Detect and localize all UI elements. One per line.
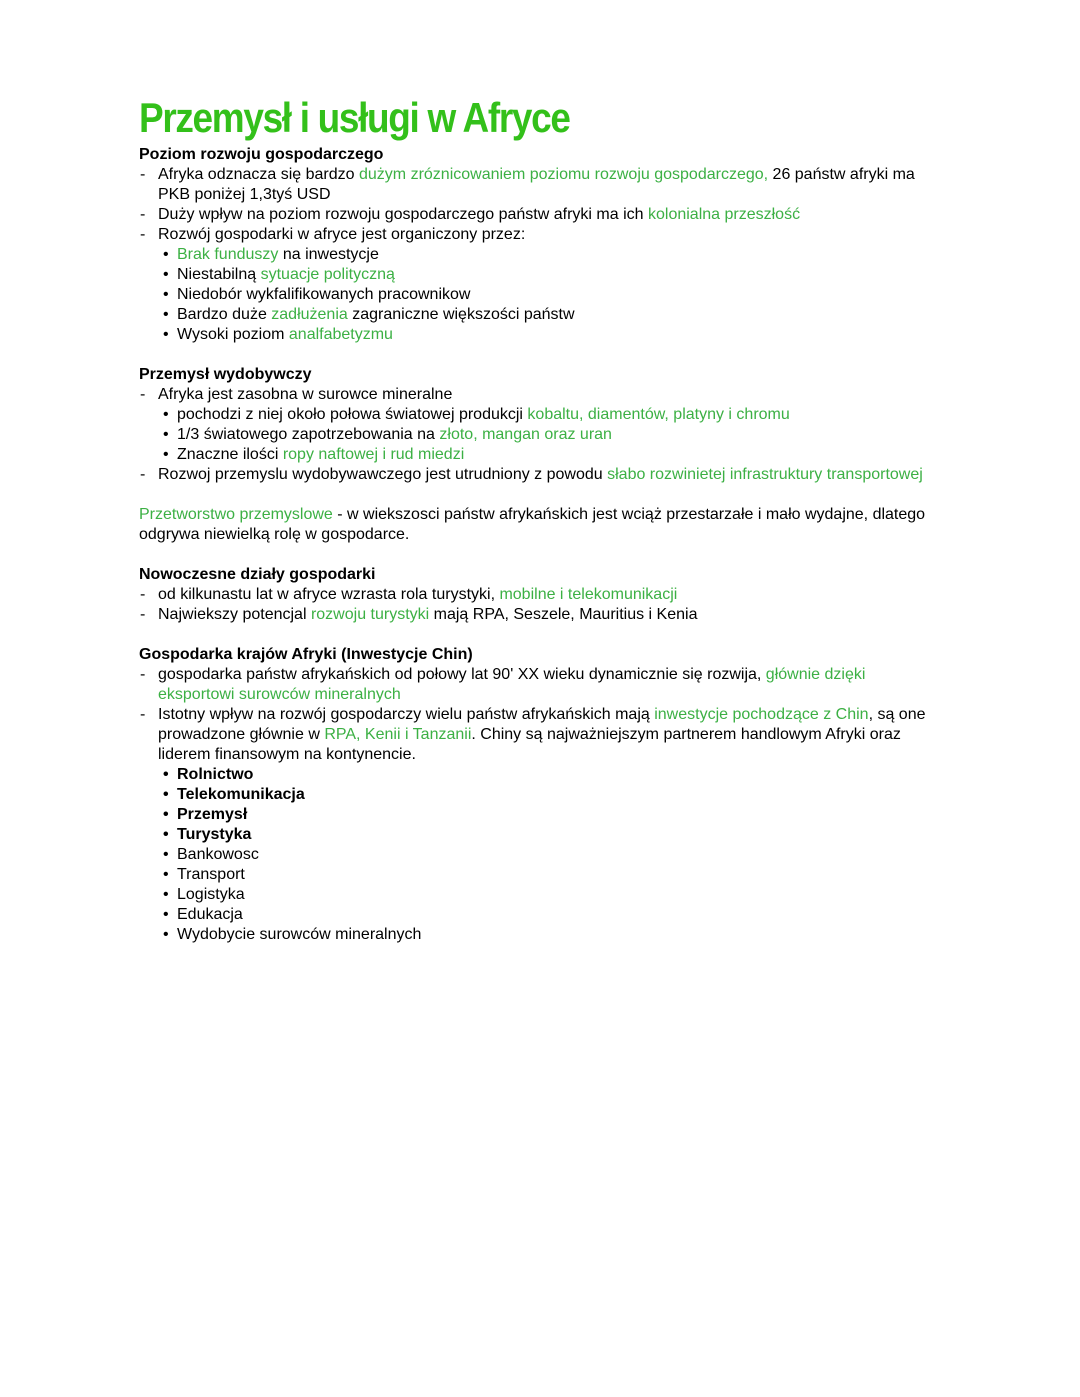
dash-marker: - [140, 206, 146, 223]
list-item: - gospodarka państw afrykańskich od połowy lat 90' XX wieku dynamicznie się rozwija, głównie dzięki eksportowi surowców mineralnych [140, 666, 866, 703]
bullet-marker: • [163, 886, 169, 903]
bullet-item: • 1/3 światowego zapotrzebowania na złoto, mangan oraz uran [163, 426, 612, 443]
page-title: Przemysł i usługi w Afryce [139, 94, 570, 141]
highlight: kobaltu, diamentów, platyny i chromu [527, 406, 790, 423]
list-item: - Afryka jest zasobna w surowce mineralne [140, 386, 453, 403]
dash-marker: - [140, 606, 146, 623]
dash-marker: - [140, 666, 146, 683]
highlight: dużym zróznicowaniem poziomu rozwoju gospodarczego, [359, 166, 769, 183]
list-item: - Najwiekszy potencjal rozwoju turystyki mają RPA, Seszele, Mauritius i Kenia [140, 606, 698, 623]
highlight: słabo rozwinietej infrastruktury transportowej [607, 466, 923, 483]
sector-item: • Rolnictwo [163, 766, 254, 783]
bullet-marker: • [163, 406, 169, 423]
bullet-marker: • [163, 246, 169, 263]
bullet-marker: • [163, 306, 169, 323]
list-item: - Rozwoj przemyslu wydobywawczego jest utrudniony z powodu słabo rozwinietej infrastruktury transportowej [140, 466, 923, 483]
bullet-marker: • [163, 926, 169, 943]
sector-item: • Edukacja [163, 906, 243, 923]
section-heading-china-investment: Gospodarka krajów Afryki (Inwestycje Chin) [139, 646, 473, 663]
highlight: analfabetyzmu [288, 326, 393, 343]
section-heading-development: Poziom rozwoju gospodarczego [139, 146, 384, 163]
dash-marker: - [140, 706, 146, 723]
highlight: sytuacje polityczną [260, 266, 395, 283]
bullet-marker: • [163, 326, 169, 343]
highlight: Przetworstwo przemyslowe [139, 506, 333, 523]
bullet-item: • Znaczne ilości ropy naftowej i rud miedzi [163, 446, 465, 463]
bullet-item: • Bardzo duże zadłużenia zagraniczne większości państw [163, 306, 575, 323]
sector-item: • Transport [163, 866, 245, 883]
bullet-item: • Niestabilną sytuacje polityczną [163, 266, 395, 283]
list-item: - od kilkunastu lat w afryce wzrasta rola turystyki, mobilne i telekomunikacji [140, 586, 678, 603]
section-heading-modern-sectors: Nowoczesne działy gospodarki [139, 566, 376, 583]
bullet-marker: • [163, 846, 169, 863]
bullet-marker: • [163, 806, 169, 823]
bullet-marker: • [163, 286, 169, 303]
highlight: głównie dzięki eksportowi surowców mineralnych [158, 666, 866, 703]
bullet-marker: • [163, 446, 169, 463]
list-item: - Istotny wpływ na rozwój gospodarczy wielu państw afrykańskich mają inwestycje pochodzące z Chin, są one prowadzone głównie w RPA, Kenii i Tanzanii. Chiny są najważniejszym partnerem handlowym Afryki oraz liderem finansowym na kontynencie. [140, 706, 926, 763]
dash-marker: - [140, 166, 146, 183]
highlight: inwestycje pochodzące z Chin [654, 706, 869, 723]
sector-item: • Telekomunikacja [163, 786, 305, 803]
dash-marker: - [140, 386, 146, 403]
highlight: ropy naftowej i rud miedzi [282, 446, 465, 463]
bullet-item: • Wysoki poziom analfabetyzmu [163, 326, 393, 343]
highlight: zadłużenia [271, 306, 348, 323]
dash-marker: - [140, 226, 146, 243]
dash-marker: - [140, 466, 146, 483]
highlight: złoto, mangan oraz uran [439, 426, 612, 443]
bullet-marker: • [163, 906, 169, 923]
bullet-item: • pochodzi z niej około połowa światowej produkcji kobaltu, diamentów, platyny i chromu [163, 406, 790, 423]
document-body [139, 145, 939, 945]
sector-item: • Turystyka [163, 826, 252, 843]
list-item: - Duży wpływ na poziom rozwoju gospodarczego państw afryki ma ich kolonialna przeszłość [140, 206, 801, 223]
bullet-marker: • [163, 866, 169, 883]
list-item: - Rozwój gospodarki w afryce jest organiczony przez: [140, 226, 526, 243]
bullet-marker: • [163, 266, 169, 283]
highlight: rozwoju turystyki [310, 606, 430, 623]
section-heading-mining: Przemysł wydobywczy [139, 366, 312, 383]
list-item: - Afryka odznacza się bardzo dużym zróznicowaniem poziomu rozwoju gospodarczego, 26 państw afryki ma PKB poniżej 1,3tyś USD [140, 166, 915, 203]
bullet-marker: • [163, 826, 169, 843]
bullet-item: • Brak funduszy na inwestycje [163, 246, 379, 263]
sector-item: • Przemysł [163, 806, 248, 823]
bullet-marker: • [163, 786, 169, 803]
processing-paragraph: Przetworstwo przemyslowe - w wiekszosci państw afrykańskich jest wciąż przestarzałe i mało wydajne, dlatego odgrywa niewielką rolę w gospodarce. [139, 506, 926, 543]
dash-marker: - [140, 586, 146, 603]
highlight: RPA, Kenii i Tanzanii [324, 726, 472, 743]
bullet-marker: • [163, 766, 169, 783]
highlight: Brak funduszy [177, 246, 279, 263]
highlight: kolonialna przeszłość [648, 206, 801, 223]
sector-item: • Bankowosc [163, 846, 259, 863]
highlight: mobilne i telekomunikacji [499, 586, 678, 603]
bullet-marker: • [163, 426, 169, 443]
sector-item: • Wydobycie surowców mineralnych [163, 926, 422, 943]
bullet-item: • Niedobór wykfalifikowanych pracownikow [163, 286, 471, 303]
sector-item: • Logistyka [163, 886, 245, 903]
